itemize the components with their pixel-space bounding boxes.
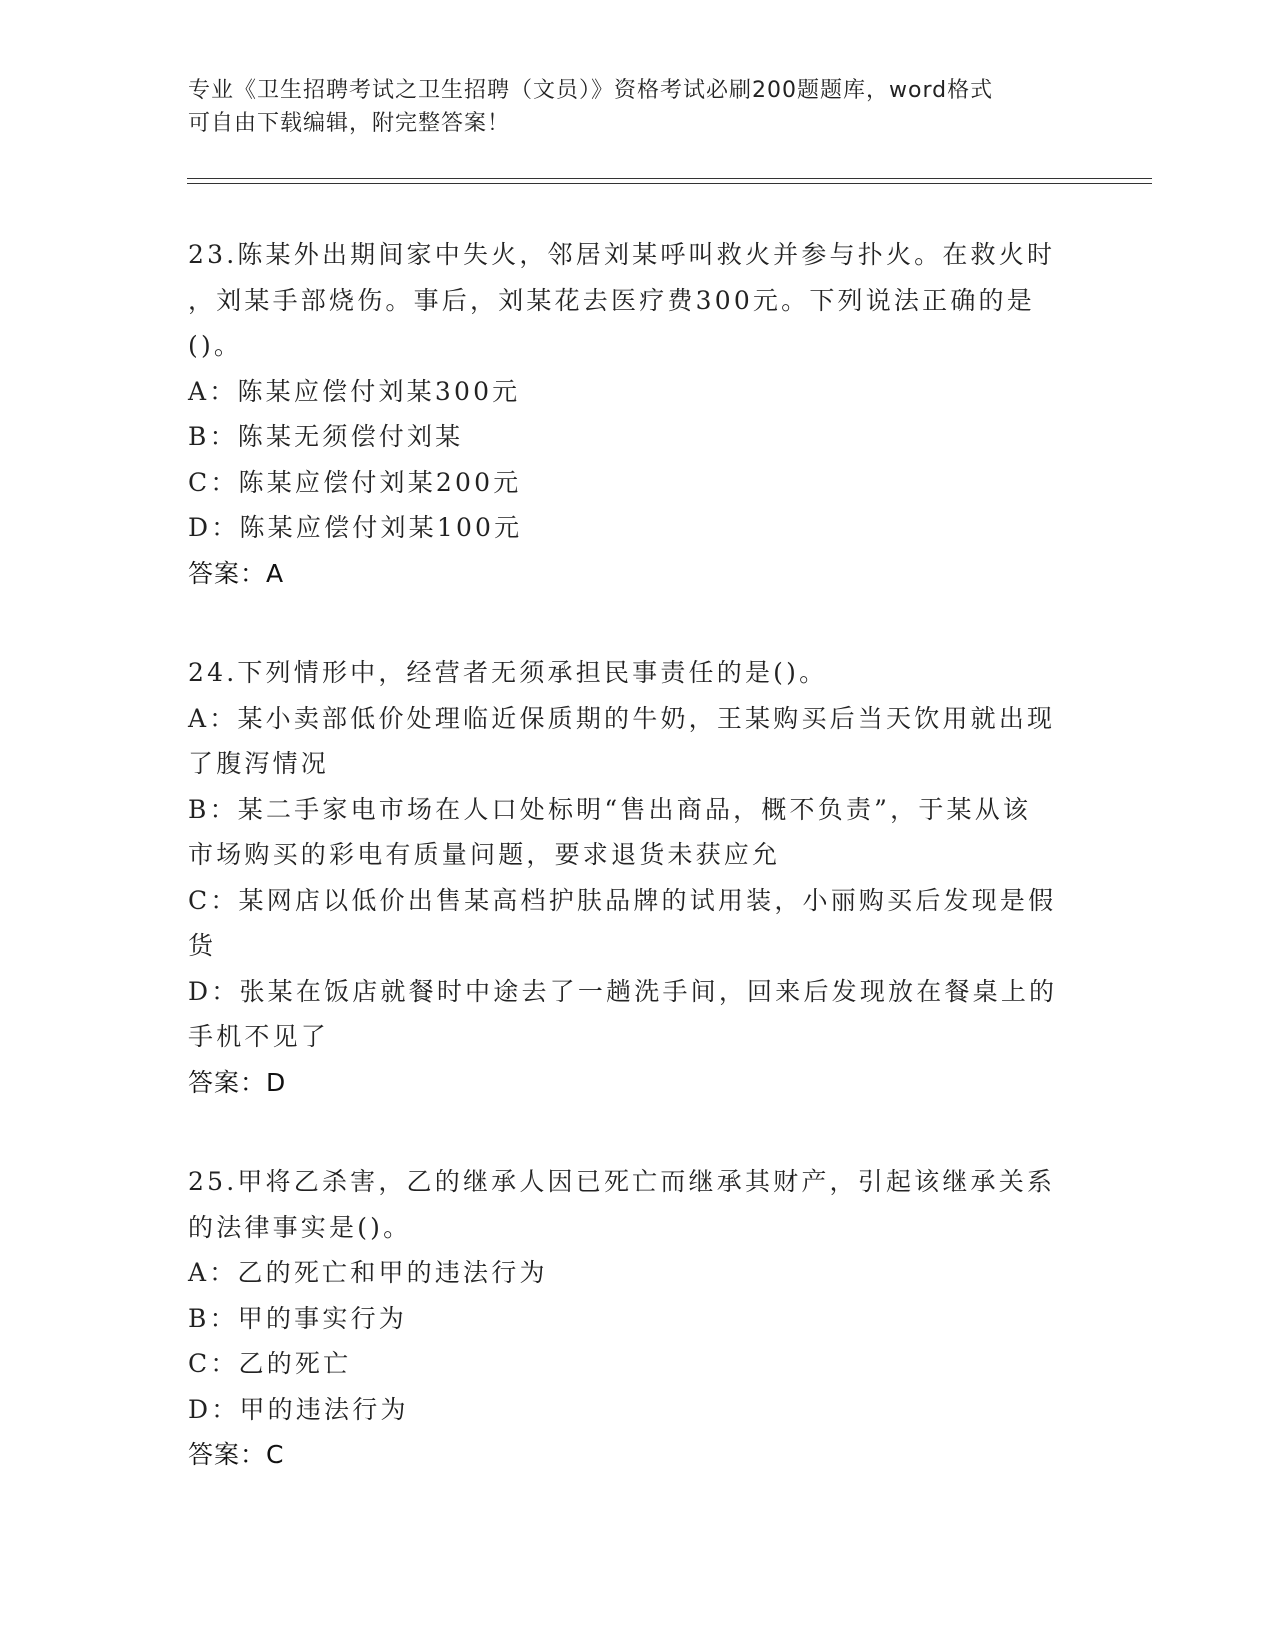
option-c: C：某网店以低价出售某高档护肤品牌的试用装，小丽购买后发现是假 (188, 885, 1057, 915)
answer-label: 答案：D (188, 1067, 287, 1097)
answer-label: 答案：A (188, 558, 285, 588)
option-c-continued: 货 (188, 931, 217, 960)
option-b: B：某二手家电市场在人口处标明“售出商品，概不负责”，于某从该 (188, 794, 1032, 824)
option-a: A：乙的死亡和甲的违法行为 (188, 1258, 548, 1287)
header-line-1: 专业《卫生招聘考试之卫生招聘（文员）》资格考试必刷200题题库，word格式 (188, 78, 994, 103)
option-d: D：张某在饭店就餐时中途去了一趟洗手间，回来后发现放在餐桌上的 (188, 976, 1058, 1006)
option-a-continued: 了腹泻情况 (188, 749, 330, 778)
header-line-2: 可自由下载编辑，附完整答案！ (188, 111, 511, 136)
option-c: C：陈某应偿付刘某200元 (188, 467, 522, 497)
question-stem-line: 23.陈某外出期间家中失火，邻居刘某呼叫救火并参与扑火。在救火时 (188, 240, 1056, 269)
question-stem-line: ()。 (188, 331, 243, 360)
option-b-continued: 市场购买的彩电有质量问题，要求退货未获应允 (188, 840, 781, 869)
question-stem-line: ，刘某手部烧伤。事后，刘某花去医疗费300元。下列说法正确的是 (188, 285, 1035, 315)
option-a: A：陈某应偿付刘某300元 (188, 376, 521, 406)
question-stem-line: 25.甲将乙杀害，乙的继承人因已死亡而继承其财产，引起该继承关系 (188, 1167, 1056, 1196)
option-d: D：甲的违法行为 (188, 1394, 409, 1424)
question-stem-line: 的法律事实是()。 (188, 1212, 412, 1242)
option-d-continued: 手机不见了 (188, 1022, 330, 1051)
question-list (188, 232, 1068, 1532)
question-25 (188, 1159, 1068, 1478)
option-b: B：甲的事实行为 (188, 1303, 407, 1333)
answer-label: 答案：C (188, 1440, 285, 1469)
option-d: D：陈某应偿付刘某100元 (188, 513, 523, 542)
header-divider-bottom (187, 183, 1152, 184)
question-stem-line: 24.下列情形中，经营者无须承担民事责任的是()。 (188, 658, 828, 687)
option-b: B：陈某无须偿付刘某 (188, 422, 464, 451)
option-c: C：乙的死亡 (188, 1349, 352, 1378)
question-23 (188, 232, 1068, 596)
document-header (188, 74, 1068, 140)
option-a: A：某小卖部低价处理临近保质期的牛奶，王某购买后当天饮用就出现 (188, 703, 1056, 733)
question-24 (188, 650, 1068, 1105)
header-divider-top (187, 178, 1152, 179)
